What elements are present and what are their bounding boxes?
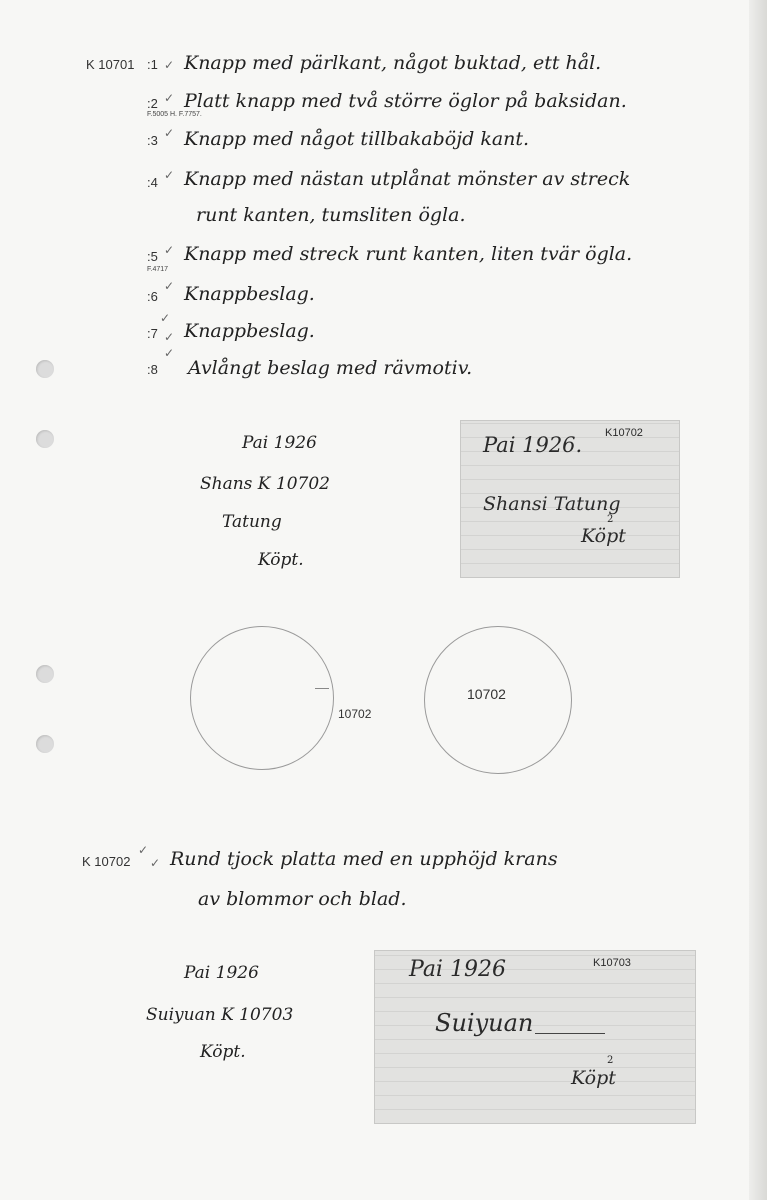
binder-hole (36, 360, 54, 378)
circle-label: 10702 (338, 707, 372, 721)
card-line: Suiyuan (435, 1009, 534, 1037)
card-superscript: 2 (607, 514, 614, 525)
entry-text-continued: runt kanten, tumsliten ögla. (196, 204, 466, 226)
entry-text: Rund tjock platta med en upphöjd krans (170, 848, 558, 870)
card-catalog-number: K10702 (605, 427, 643, 439)
provenance-line: Tatung (222, 512, 282, 532)
card-underline (535, 1033, 605, 1034)
page-edge (749, 0, 767, 1200)
check-mark-icon: ✓ (164, 58, 175, 72)
check-mark-icon: ✓ (164, 330, 175, 344)
card-line: Köpt (581, 525, 626, 547)
card-line: Pai 1926. (483, 433, 583, 457)
entry-note: F.5005 H. F.7757. (147, 111, 202, 118)
check-mark-icon: ✓ (160, 311, 171, 325)
entry-text: Knapp med nästan utplånat mönster av streck (184, 168, 631, 190)
card-line: Shansi Tatung (483, 493, 621, 515)
provenance-line: Pai 1926 (242, 433, 317, 453)
entry-index: :7 (147, 326, 158, 341)
provenance-label-card (374, 950, 696, 1124)
card-superscript: 2 (607, 1055, 614, 1066)
entry-text: Avlångt beslag med rävmotiv. (188, 357, 473, 379)
entry-text-continued: av blommor och blad. (198, 888, 407, 910)
check-mark-icon: ✓ (164, 168, 175, 182)
card-line: Köpt (571, 1067, 616, 1089)
entry-index: :1 (147, 57, 158, 72)
entry-note: F.4717 (147, 266, 169, 273)
check-mark-icon: ✓ (164, 126, 175, 140)
entry-index: :8 (147, 362, 158, 377)
provenance-line: Suiyuan K 10703 (146, 1005, 294, 1025)
provenance-line: Köpt. (200, 1042, 246, 1062)
check-mark-icon: ✓ (164, 243, 175, 257)
entry-index: :5 (147, 249, 158, 264)
check-mark-icon: ✓ (138, 843, 149, 857)
provenance-line: Shans K 10702 (200, 474, 330, 494)
card-catalog-number: K10703 (593, 957, 631, 969)
entry-index: :4 (147, 175, 158, 190)
check-mark-icon: ✓ (164, 91, 175, 105)
object-outline-circle (190, 626, 334, 770)
catalog-number: K 10702 (82, 854, 131, 869)
entry-index: :2 (147, 96, 158, 111)
entry-text: Knapp med något tillbakaböjd kant. (184, 128, 530, 150)
catalog-number: K 10701 (86, 57, 135, 72)
provenance-label-card (460, 420, 680, 578)
entry-text: Knappbeslag. (184, 283, 315, 305)
entry-text: Knappbeslag. (184, 320, 315, 342)
check-mark-icon: ✓ (164, 346, 175, 360)
entry-text: Platt knapp med två större öglor på baksidan. (184, 90, 627, 112)
check-mark-icon: ✓ (150, 856, 161, 870)
provenance-line: Pai 1926 (184, 963, 259, 983)
circle-label: 10702 (467, 686, 506, 702)
card-line: Pai 1926 (409, 957, 506, 982)
binder-hole (36, 735, 54, 753)
provenance-line: Köpt. (258, 550, 304, 570)
entry-index: :6 (147, 289, 158, 304)
entry-index: :3 (147, 133, 158, 148)
entry-text: Knapp med streck runt kanten, liten tvär ögla. (184, 243, 633, 265)
binder-hole (36, 665, 54, 683)
check-mark-icon: ✓ (164, 279, 175, 293)
entry-text: Knapp med pärlkant, något buktad, ett hål. (184, 52, 602, 74)
binder-hole (36, 430, 54, 448)
